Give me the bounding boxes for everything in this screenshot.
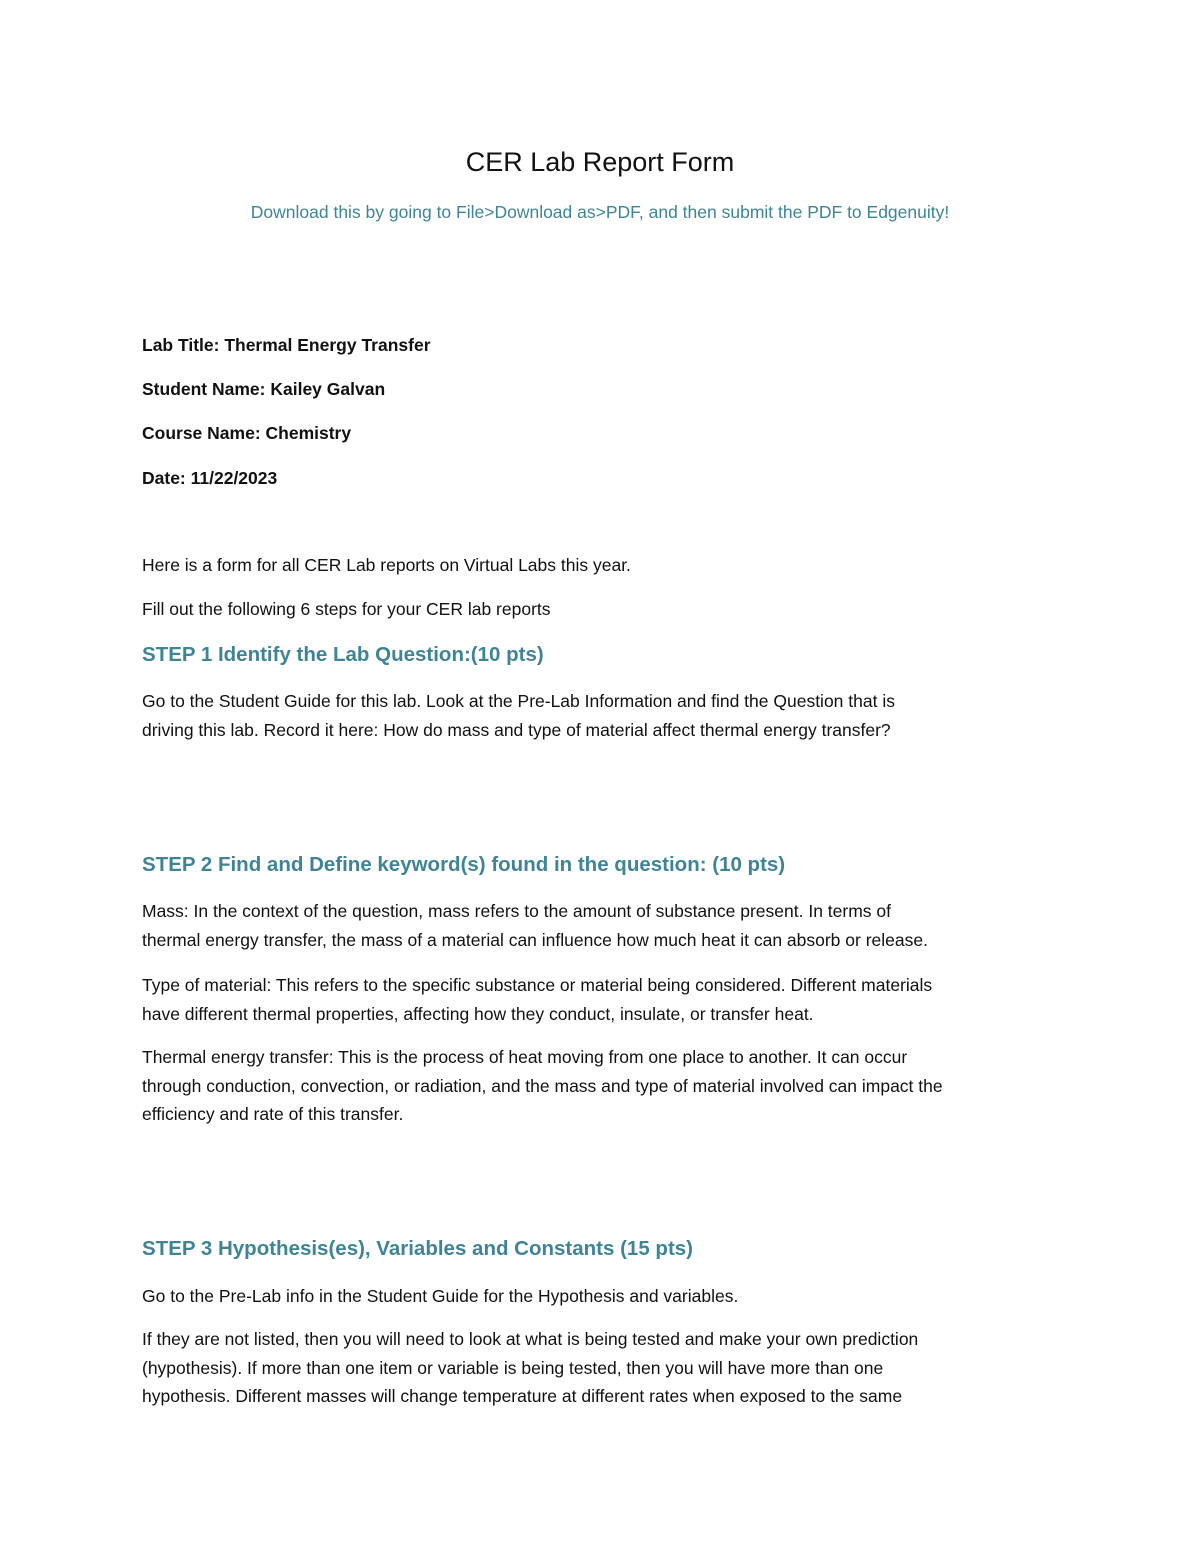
course-name-field: Course Name: Chemistry	[142, 423, 352, 443]
body-line: Go to the Student Guide for this lab. Look at the Pre-Lab Information and find the Question that is	[142, 691, 895, 711]
body-line: Thermal energy transfer: This is the process of heat moving from one place to another. It can occur	[142, 1047, 908, 1067]
body-line: If they are not listed, then you will need to look at what is being tested and make your own prediction	[142, 1329, 919, 1349]
date-field: Date: 11/22/2023	[142, 468, 278, 488]
step3-body	[142, 1325, 1072, 1411]
body-line: hypothesis. Different masses will change temperature at different rates when exposed to the same	[142, 1386, 903, 1406]
body-line: through conduction, convection, or radiation, and the mass and type of material involved can impact the	[142, 1075, 943, 1096]
step3-heading: STEP 3 Hypothesis(es), Variables and Constants (15 pts)	[142, 1237, 694, 1260]
student-name-field: Student Name: Kailey Galvan	[142, 379, 386, 399]
intro-line: Here is a form for all CER Lab reports on Virtual Labs this year.	[142, 555, 631, 575]
material-definition	[142, 971, 1072, 1028]
body-line: Mass: In the context of the question, mass refers to the amount of substance present. In terms of	[142, 901, 891, 921]
download-instructions: Download this by going to File>Download as>PDF, and then submit the PDF to Edgenuity!	[250, 202, 950, 222]
lab-title-field: Lab Title: Thermal Energy Transfer	[142, 335, 431, 355]
body-line: driving this lab. Record it here: How do mass and type of material affect thermal energy transfer?	[142, 719, 891, 740]
body-line: have different thermal properties, affecting how they conduct, insulate, or transfer heat.	[142, 1003, 814, 1024]
body-line: (hypothesis). If more than one item or variable is being tested, then you will have more than one	[142, 1357, 884, 1378]
step1-heading: STEP 1 Identify the Lab Question:(10 pts)	[142, 643, 544, 666]
body-line: thermal energy transfer, the mass of a material can influence how much heat it can absorb or release.	[142, 929, 928, 950]
step1-body	[142, 687, 1072, 744]
thermal-transfer-definition	[142, 1043, 1072, 1129]
body-line: efficiency and rate of this transfer.	[142, 1104, 404, 1124]
body-line: Type of material: This refers to the specific substance or material being considered. Different materials	[142, 975, 933, 995]
page-title: CER Lab Report Form	[465, 147, 735, 177]
intro-line: Fill out the following 6 steps for your CER lab reports	[142, 599, 551, 619]
mass-definition	[142, 897, 1072, 954]
step3-instruction: Go to the Pre-Lab info in the Student Guide for the Hypothesis and variables.	[142, 1286, 739, 1306]
step2-heading: STEP 2 Find and Define keyword(s) found in the question: (10 pts)	[142, 853, 786, 876]
